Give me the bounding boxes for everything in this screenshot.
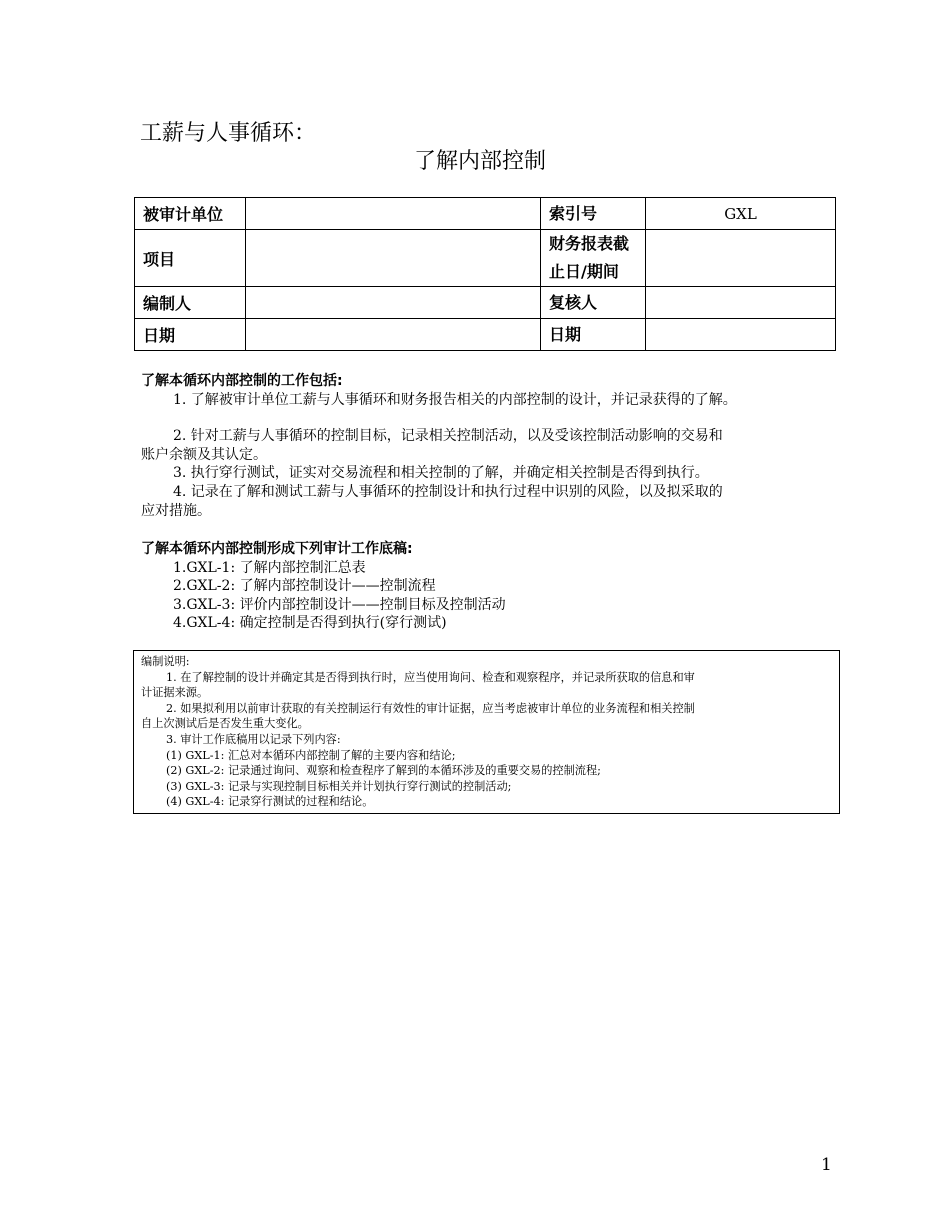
date-label-right: 日期	[541, 319, 646, 351]
note-sub-item: (1) GXL-1: 汇总对本循环内部控制了解的主要内容和结论;	[166, 748, 456, 762]
workpaper-item: 4.GXL-4: 确定控制是否得到执行(穿行测试)	[173, 615, 447, 632]
table-row	[135, 287, 836, 319]
note-2-cont: 自上次测试后是否发生重大变化。	[141, 717, 309, 731]
workpapers-section	[141, 540, 841, 633]
preparer-field[interactable]	[246, 287, 541, 319]
note-sub-item: (2) GXL-2: 记录通过询问、观察和检查程序了解到的本循环涉及的重要交易的控制流程;	[166, 764, 601, 778]
note-sub-item: (4) GXL-4: 记录穿行测试的过程和结论。	[166, 795, 374, 809]
work-scope-item-2: 2. 针对工薪与人事循环的控制目标，记录相关控制活动，以及受该控制活动影响的交易和	[173, 428, 723, 445]
table-row	[135, 230, 836, 287]
work-scope-item-2-cont: 账户余额及其认定。	[141, 446, 267, 463]
note-2: 2. 如果拟利用以前审计获取的有关控制运行有效性的审计证据，应当考虑被审计单位的业务流程和相关控制	[166, 701, 695, 715]
index-value[interactable]: GXL	[646, 198, 836, 230]
document-subtitle: 了解内部控制	[414, 149, 547, 174]
period-field[interactable]	[646, 230, 836, 287]
note-3: 3. 审计工作底稿用以记录下列内容:	[166, 732, 341, 746]
audited-unit-label: 被审计单位	[135, 198, 246, 230]
date-label-left: 日期	[135, 319, 246, 351]
reviewer-field[interactable]	[646, 287, 836, 319]
project-field[interactable]	[246, 230, 541, 287]
work-scope-item-4: 4. 记录在了解和测试工薪与人事循环的控制设计和执行过程中识别的风险，以及拟采取的	[173, 483, 723, 500]
preparation-notes-box	[133, 650, 840, 814]
page-number: 1	[821, 1155, 832, 1175]
workpaper-item: 3.GXL-3: 评价内部控制设计——控制目标及控制活动	[173, 596, 506, 613]
table-row	[135, 198, 836, 230]
workpapers-heading: 了解本循环内部控制形成下列审计工作底稿:	[141, 541, 413, 557]
table-row	[135, 319, 836, 351]
period-label-line2: 止日/期间	[549, 262, 619, 281]
info-table	[134, 197, 836, 351]
work-scope-section	[141, 372, 841, 520]
period-label	[541, 230, 646, 287]
note-1-cont: 计证据来源。	[141, 686, 209, 700]
workpaper-item: 2.GXL-2: 了解内部控制设计——控制流程	[173, 578, 436, 595]
work-scope-item-1: 1. 了解被审计单位工薪与人事循环和财务报告相关的内部控制的设计，并记录获得的了解。	[173, 391, 737, 408]
period-label-line1: 财务报表截	[549, 234, 630, 253]
audited-unit-field[interactable]	[246, 198, 541, 230]
index-label: 索引号	[541, 198, 646, 230]
project-label: 项目	[135, 230, 246, 287]
preparer-label: 编制人	[135, 287, 246, 319]
date-field-right[interactable]	[646, 319, 836, 351]
note-sub-item: (3) GXL-3: 记录与实现控制目标相关并计划执行穿行测试的控制活动;	[166, 779, 512, 793]
work-scope-item-3: 3. 执行穿行测试，证实对交易流程和相关控制的了解，并确定相关控制是否得到执行。	[173, 465, 709, 482]
work-scope-item-4-cont: 应对措施。	[141, 502, 211, 519]
notes-heading: 编制说明:	[141, 655, 190, 668]
workpaper-item: 1.GXL-1: 了解内部控制汇总表	[173, 559, 366, 576]
document-title: 工薪与人事循环：	[140, 121, 317, 146]
work-scope-heading: 了解本循环内部控制的工作包括:	[141, 373, 343, 389]
reviewer-label: 复核人	[541, 287, 646, 319]
date-field-left[interactable]	[246, 319, 541, 351]
note-1: 1. 在了解控制的设计并确定其是否得到执行时，应当使用询问、检查和观察程序，并记录所获取的信息和审	[166, 670, 695, 684]
